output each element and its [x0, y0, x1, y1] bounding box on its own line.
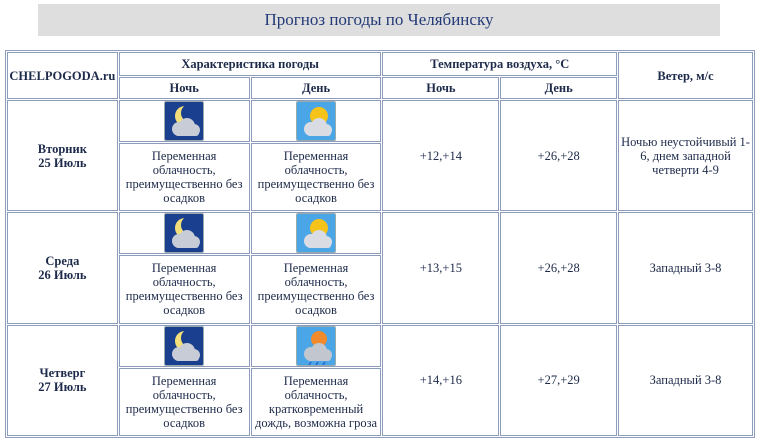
sun-cloud-icon [296, 213, 336, 253]
night-description: Переменная облачность, преимущественно без осадков [119, 255, 250, 323]
day-icon-cell [251, 100, 382, 142]
wind-value: Ночью неустойчивый 1-6, днем западной четверти 4-9 [618, 100, 753, 211]
day-label [7, 212, 118, 323]
date: 26 Июль [38, 267, 87, 282]
sun-cloud-icon [296, 101, 336, 141]
weather-day-header: День [251, 77, 382, 99]
day-icon-cell [251, 325, 382, 367]
weekday: Вторник [37, 141, 87, 156]
night-description: Переменная облачность, преимущественно без осадков [119, 143, 250, 211]
temp-night: +13,+15 [382, 212, 499, 323]
weather-night-header: Ночь [119, 77, 250, 99]
page-title: Прогноз погоды по Челябинску [38, 4, 720, 36]
night-icon-cell [119, 325, 250, 367]
wind-value: Западный 3-8 [618, 325, 753, 436]
moon-cloud-icon [164, 101, 204, 141]
weekday: Среда [45, 253, 80, 268]
night-description: Переменная облачность, преимущественно без осадков [119, 368, 250, 436]
temp-night: +12,+14 [382, 100, 499, 211]
date: 25 Июль [38, 155, 87, 170]
temp-day: +26,+28 [500, 212, 617, 323]
night-icon-cell [119, 100, 250, 142]
site-label: CHELPOGODA.ru [7, 52, 118, 99]
temp-night-header: Ночь [382, 77, 499, 99]
temp-day: +27,+29 [500, 325, 617, 436]
weather-header: Характеристика погоды [119, 52, 382, 76]
weekday: Четверг [39, 366, 86, 381]
moon-cloud-icon [164, 326, 204, 366]
night-icon-cell [119, 212, 250, 254]
wind-value: Западный 3-8 [618, 212, 753, 323]
sun-cloud-rain-icon [296, 326, 336, 366]
temperature-header: Температура воздуха, °С [382, 52, 617, 76]
day-description: Переменная облачность, преимущественно без осадков [251, 255, 382, 323]
moon-cloud-icon [164, 213, 204, 253]
temp-day-header: День [500, 77, 617, 99]
date: 27 Июль [38, 380, 87, 395]
wind-header: Ветер, м/с [618, 52, 753, 99]
day-description: Переменная облачность, преимущественно без осадков [251, 143, 382, 211]
day-label [7, 325, 118, 436]
day-icon-cell [251, 212, 382, 254]
temp-night: +14,+16 [382, 325, 499, 436]
day-description: Переменная облачность, кратковременный дождь, возможна гроза [251, 368, 382, 436]
forecast-table [5, 50, 755, 438]
temp-day: +26,+28 [500, 100, 617, 211]
day-label [7, 100, 118, 211]
